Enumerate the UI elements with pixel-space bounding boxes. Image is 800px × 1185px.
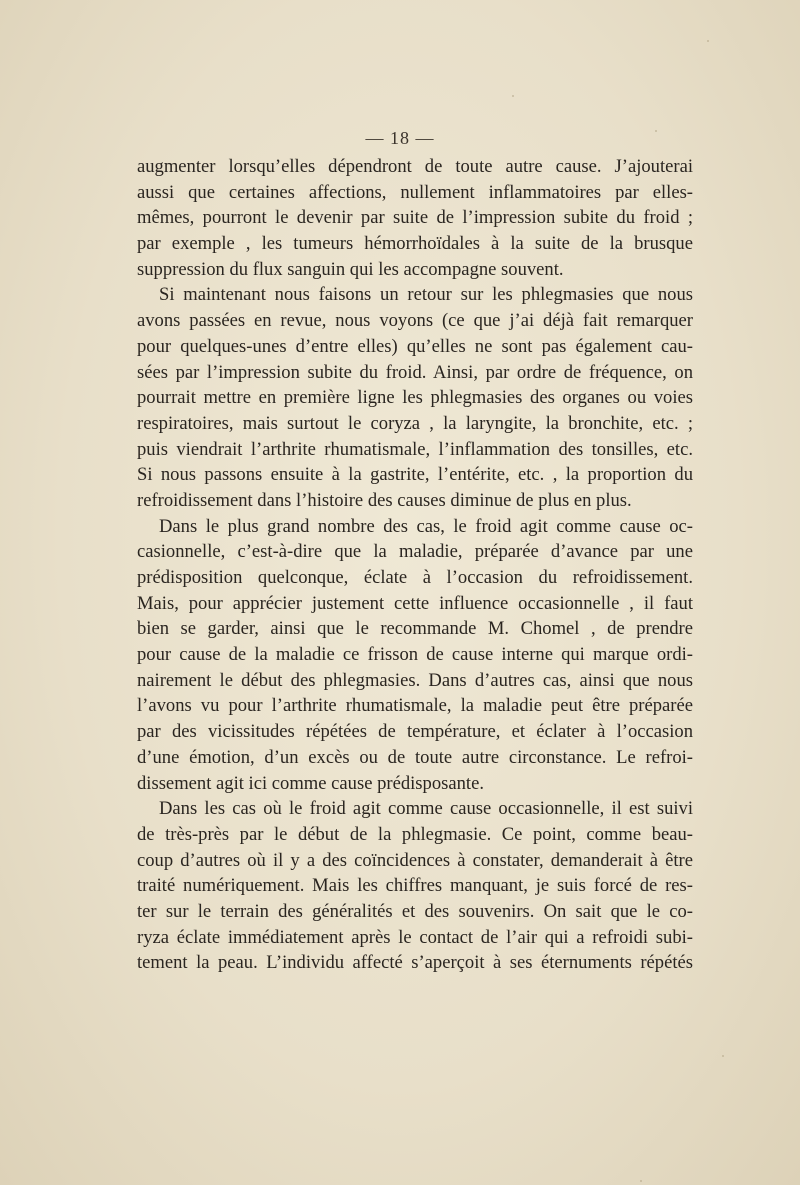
text-line: par des vicissitudes répétées de température, et éclater à l’occasion <box>137 721 693 743</box>
text-line: respiratoires, mais surtout le coryza , la laryngite, la bronchite, etc. ; <box>137 412 693 434</box>
paper-speck <box>640 1180 642 1182</box>
text-line: l’avons vu pour l’arthrite rhumatismale, la maladie peut être préparée <box>137 695 693 717</box>
text-line: bien se garder, ainsi que le recommande M. Chomel , de prendre <box>137 618 693 640</box>
text-line: Si nous passons ensuite à la gastrite, l’entérite, etc. , la proportion du <box>137 464 693 486</box>
text-line: nairement le début des phlegmasies. Dans d’autres cas, ainsi que nous <box>137 669 693 691</box>
text-line: ter sur le terrain des généralités et des souvenirs. On sait que le co- <box>137 900 693 922</box>
paper-speck <box>707 40 709 42</box>
text-line: pourrait mettre en première ligne les phlegmasies des organes ou voies <box>137 387 693 409</box>
text-line: dissement agit ici comme cause prédisposante. <box>137 772 484 794</box>
paper-speck <box>722 1055 724 1057</box>
text-line: ryza éclate immédiatement après le contact de l’air qui a refroidi subi- <box>137 926 693 948</box>
text-line: par exemple , les tumeurs hémorrhoïdales à la suite de la brusque <box>137 233 693 255</box>
text-line: refroidissement dans l’histoire des causes diminue de plus en plus. <box>137 489 632 511</box>
paper-speck <box>512 95 514 97</box>
text-line: prédisposition quelconque, éclate à l’occasion du refroidissement. <box>137 567 693 588</box>
text-line: d’une émotion, d’un excès ou de toute autre circonstance. Le refroi- <box>137 746 693 768</box>
text-line: de très-près par le début de la phlegmasie. Ce point, comme beau- <box>137 823 693 845</box>
text-line: aussi que certaines affections, nullement inflammatoires par elles- <box>137 181 693 203</box>
text-line: Mais, pour apprécier justement cette influence occasionnelle , il faut <box>137 592 693 614</box>
text-line: pour cause de la maladie ce frisson de cause interne qui marque ordi- <box>137 644 693 666</box>
text-line: augmenter lorsqu’elles dépendront de toute autre cause. J’ajouterai <box>137 156 693 177</box>
text-line: Dans le plus grand nombre des cas, le froid agit comme cause oc- <box>159 515 693 537</box>
text-line: tement la peau. L’individu affecté s’aperçoit à ses éternuments répétés <box>137 952 693 974</box>
body-text <box>137 154 693 976</box>
text-line: traité numériquement. Mais les chiffres manquant, je suis forcé de res- <box>137 875 693 897</box>
text-line: puis viendrait l’arthrite rhumatismale, l’inflammation des tonsilles, etc. <box>137 438 693 460</box>
text-line: avons passées en revue, nous voyons (ce que j’ai déjà fait remarquer <box>137 310 693 332</box>
text-line: coup d’autres où il y a des coïncidences à constater, demanderait à être <box>137 849 693 871</box>
text-line: suppression du flux sanguin qui les accompagne souvent. <box>137 258 564 280</box>
text-line: Dans les cas où le froid agit comme cause occasionnelle, il est suivi <box>159 798 693 820</box>
text-line: pour quelques-unes d’entre elles) qu’elles ne sont pas également cau- <box>137 335 693 357</box>
page-number: — 18 — <box>365 128 435 148</box>
text-line: Si maintenant nous faisons un retour sur les phlegmasies que nous <box>159 284 693 306</box>
text-line: mêmes, pourront le devenir par suite de l’impression subite du froid ; <box>137 207 693 229</box>
text-line: casionnelle, c’est-à-dire que la maladie, préparée d’avance par une <box>137 541 693 563</box>
text-line: sées par l’impression subite du froid. Ainsi, par ordre de fréquence, on <box>137 361 693 383</box>
